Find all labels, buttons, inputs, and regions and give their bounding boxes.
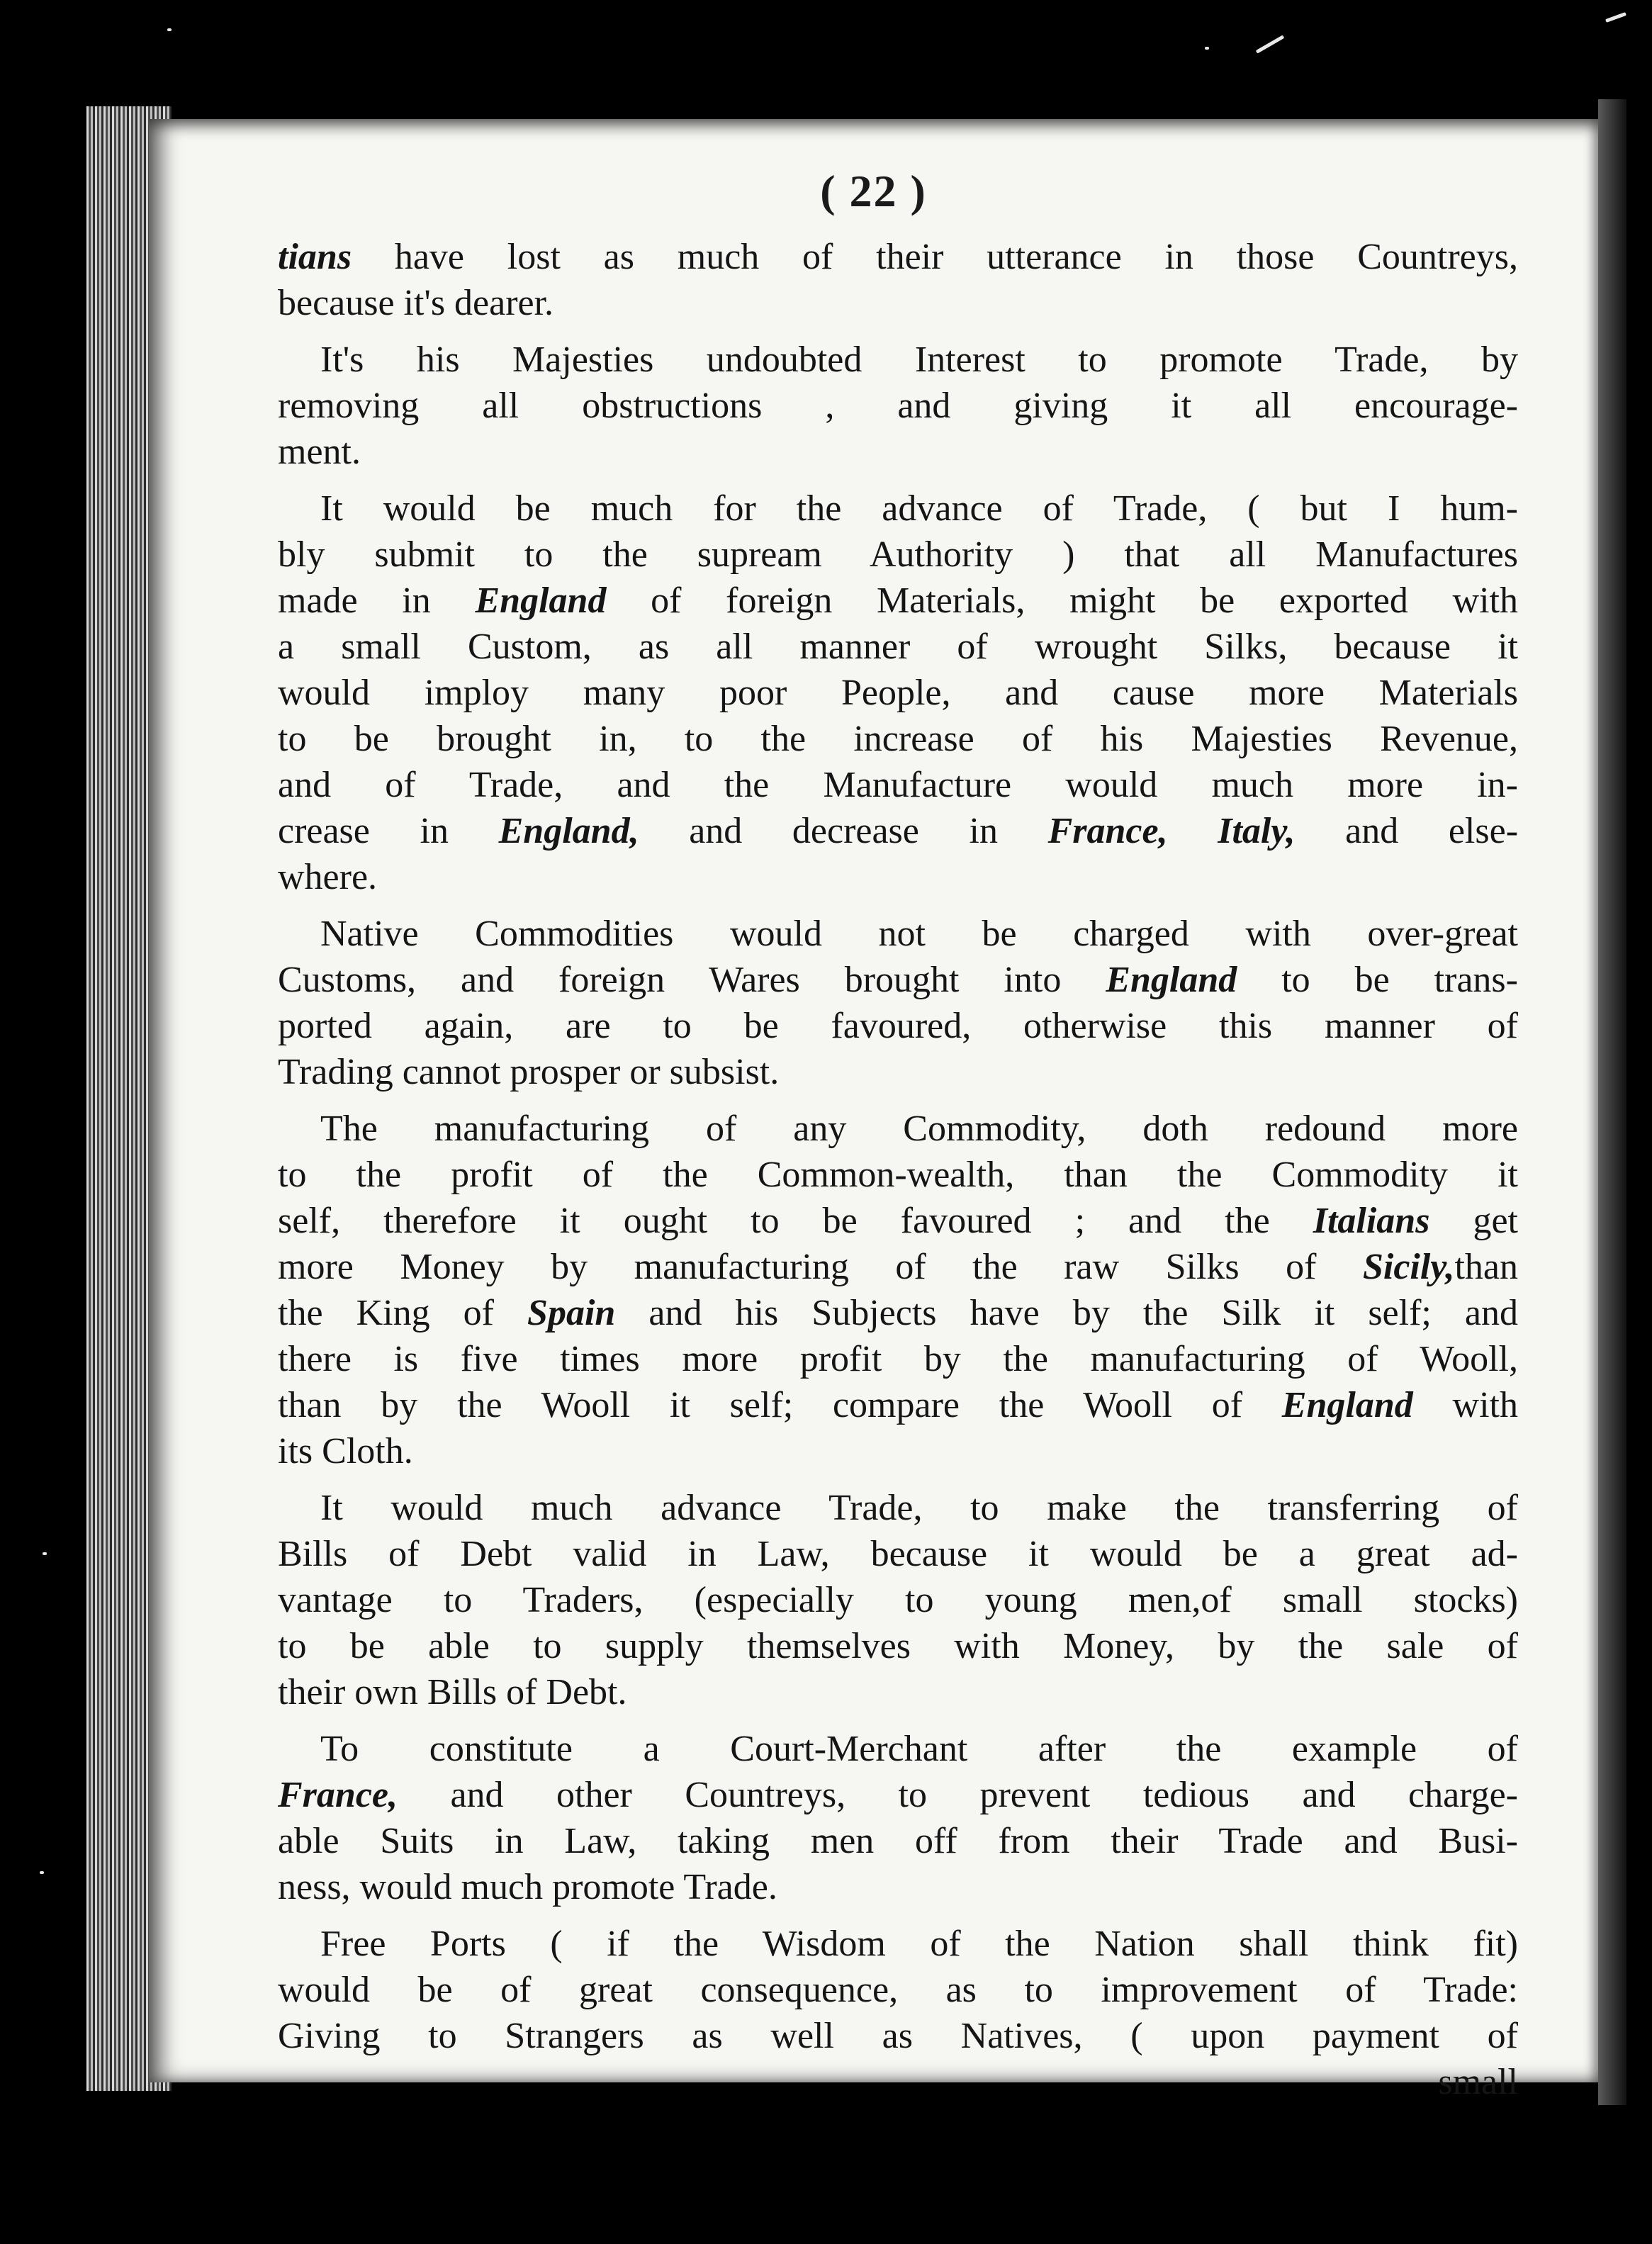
text-line [278,280,1518,326]
paragraph-gap [278,1474,1518,1485]
paragraph-gap [278,900,1518,911]
text-line [278,1531,1518,1577]
text-line [278,1772,1518,1818]
text-segment: ness, would much promote Trade. [278,1867,777,1907]
text-segment: would imploy many poor People, and cause more Materials [278,673,1518,713]
text-segment: their own Bills of Debt. [278,1672,627,1712]
italic-word: England [475,580,607,621]
dust-speck [1256,35,1285,53]
text-segment: of foreign Materials, might be exported with [606,580,1519,621]
text-segment: have lost as much of their utterance in those Countreys, [352,237,1518,277]
italic-word: England [1281,1385,1413,1425]
text-line [278,1336,1518,1382]
text-segment: where. [278,857,378,897]
paragraph-gap [278,1095,1518,1106]
text-line [278,808,1518,854]
text-segment: a small Custom, as all manner of wrought Silks, because it [278,627,1518,667]
binding-shadow [1598,99,1626,2105]
italic-word: France, [278,1775,398,1815]
text-line [278,337,1518,383]
dust-speck [1605,12,1626,23]
text-segment: to the profit of the Common-wealth, than the Commodity it [278,1155,1518,1195]
text-line [278,1428,1518,1474]
dust-speck [167,28,172,31]
text-line [278,429,1518,475]
text-line [278,854,1518,900]
text-line [278,578,1518,624]
paragraph-gap [278,1715,1518,1726]
italic-word: tians [278,237,352,277]
text-line [278,624,1518,670]
paragraph-gap [278,475,1518,486]
text-segment: there is five times more profit by the manufacturing of Wooll, [278,1339,1518,1379]
text-line [278,486,1518,532]
text-segment: It's his Majesties undoubted Interest to promote Trade, by [320,340,1518,380]
text-line [278,1726,1518,1772]
text-line [278,1485,1518,1531]
text-segment: removing all obstructions , and giving it all encourage- [278,386,1518,426]
text-segment: Free Ports ( if the Wisdom of the Nation shall think fit) [320,1924,1518,1964]
text-line [278,716,1518,762]
text-line [278,957,1518,1003]
text-line [278,1290,1518,1336]
text-line [278,1967,1518,2013]
italic-word: France, Italy, [1047,811,1296,851]
text-line [278,1382,1518,1428]
text-segment: than [1454,1247,1518,1287]
page-number: ( 22 ) [820,166,927,216]
text-segment: its Cloth. [278,1431,413,1471]
text-segment: the King of [278,1293,528,1333]
text-line [278,2059,1518,2105]
text-line [278,1669,1518,1715]
text-segment: and other Countreys, to prevent tedious and charge- [398,1775,1518,1815]
text-line [278,1106,1518,1152]
text-segment: small [1438,2062,1518,2102]
text-segment: would be of great consequence, as to improvement of Trade: [278,1970,1518,2010]
text-segment: and decrease in [639,811,1048,851]
text-line [278,1577,1518,1623]
dust-speck [40,1871,44,1874]
text-segment: vantage to Traders, (especially to young men,of small stocks) [278,1580,1518,1620]
text-segment: because it's dearer. [278,283,554,323]
text-segment: Native Commodities would not be charged with over-great [320,914,1518,954]
text-segment: made in [278,580,476,621]
text-line [278,1198,1518,1244]
text-segment: to be able to supply themselves with Money, by the sale of [278,1626,1518,1666]
text-line [278,1049,1518,1095]
italic-word: England [1106,960,1237,1000]
text-segment: and else- [1295,811,1519,851]
text-segment: and of Trade, and the Manufacture would much more in- [278,765,1518,805]
text-segment: ported again, are to be favoured, otherwise this manner of [278,1006,1518,1046]
text-segment: Trading cannot prosper or subsist. [278,1052,780,1092]
text-segment: self, therefore it ought to be favoured ; and the [278,1201,1313,1241]
text-segment: crease in [278,811,499,851]
text-line [278,2013,1518,2059]
body-text [278,234,1518,2105]
text-segment: get [1429,1201,1519,1241]
text-line [278,1152,1518,1198]
text-segment: more Money by manufacturing of the raw Silks of [278,1247,1363,1287]
text-segment: than by the Wooll it self; compare the Wooll of [278,1385,1282,1425]
text-segment: The manufacturing of any Commodity, doth redound more [320,1109,1518,1149]
text-line [278,1818,1518,1864]
text-line [278,1244,1518,1290]
text-segment: It would much advance Trade, to make the transferring of [320,1488,1518,1528]
text-segment: with [1412,1385,1518,1425]
text-line [278,1623,1518,1669]
paragraph-gap [278,326,1518,337]
text-segment: Giving to Strangers as well as Natives, ( upon payment of [278,2016,1518,2056]
italic-word: Italians [1313,1201,1430,1241]
italic-word: Spain [527,1293,616,1333]
text-segment: ment. [278,432,361,472]
text-line [278,383,1518,429]
italic-word: England, [498,811,639,851]
text-line [278,234,1518,280]
text-segment: It would be much for the advance of Trade, ( but I hum- [320,488,1518,529]
text-segment: to be brought in, to the increase of his Majesties Revenue, [278,719,1518,759]
text-segment: able Suits in Law, taking men off from their Trade and Busi- [278,1821,1518,1861]
text-line [278,911,1518,957]
text-line [278,1864,1518,1910]
text-line [278,762,1518,808]
text-line [278,532,1518,578]
dust-speck [1205,47,1209,50]
text-segment: To constitute a Court-Merchant after the example of [320,1729,1518,1769]
text-segment: Bills of Debt valid in Law, because it would be a great ad- [278,1534,1518,1574]
paragraph-gap [278,1910,1518,1921]
text-segment: Customs, and foreign Wares brought into [278,960,1106,1000]
text-segment: to be trans- [1237,960,1518,1000]
text-line [278,1921,1518,1967]
text-segment: and his Subjects have by the Silk it self; and [615,1293,1518,1333]
italic-word: Sicily, [1362,1247,1455,1287]
dust-speck [43,1552,47,1555]
text-segment: bly submit to the supream Authority ) that all Manufactures [278,534,1518,575]
text-line [278,670,1518,716]
text-line [278,1003,1518,1049]
